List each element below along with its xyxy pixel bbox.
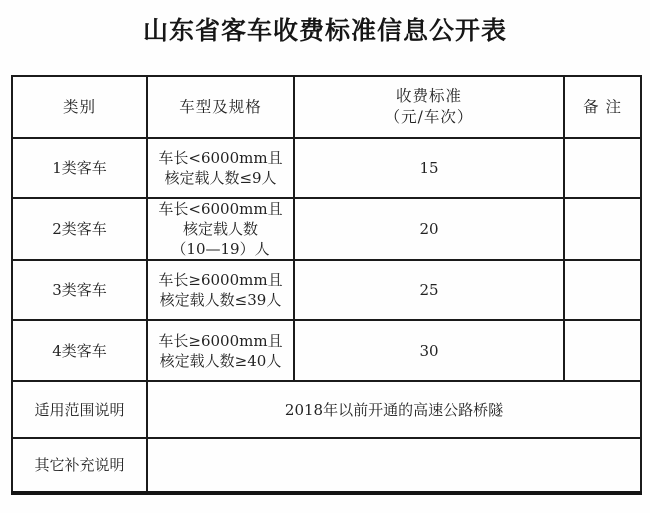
note-value-cell: 2018年以前开通的高速公路桥隧 bbox=[147, 381, 641, 438]
category-cell: 1类客车 bbox=[12, 138, 147, 198]
header-fee-line2: （元/车次） bbox=[384, 108, 474, 126]
spec-line: 核定载人数 bbox=[182, 220, 258, 238]
toll-standard-table bbox=[11, 75, 642, 495]
remark-cell bbox=[564, 198, 641, 260]
category-cell: 3类客车 bbox=[12, 260, 147, 320]
spec-line: 车长<6000mm且 bbox=[158, 200, 283, 218]
header-fee-standard bbox=[294, 76, 564, 138]
spec-line: 车长≥6000mm且 bbox=[158, 271, 283, 289]
remark-cell bbox=[564, 260, 641, 320]
header-fee-line1: 收费标准 bbox=[395, 87, 462, 105]
category-cell: 2类客车 bbox=[12, 198, 147, 260]
spec-cell bbox=[147, 260, 294, 320]
table-row bbox=[12, 260, 641, 320]
table-header-row bbox=[12, 76, 641, 138]
note-row bbox=[12, 438, 641, 493]
note-value-cell bbox=[147, 438, 641, 493]
category-cell: 4类客车 bbox=[12, 320, 147, 381]
spec-cell bbox=[147, 138, 294, 198]
fee-cell: 20 bbox=[294, 198, 564, 260]
fee-cell: 15 bbox=[294, 138, 564, 198]
spec-cell bbox=[147, 320, 294, 381]
spec-line: 核定载人数≥40人 bbox=[159, 351, 282, 370]
spec-line: 核定载人数≤39人 bbox=[159, 291, 282, 309]
page-title: 山东省客车收费标准信息公开表 bbox=[142, 16, 507, 45]
fee-cell: 25 bbox=[294, 260, 564, 320]
table-row bbox=[12, 198, 641, 260]
remark-cell bbox=[564, 320, 641, 381]
note-row bbox=[12, 381, 641, 438]
table-row bbox=[12, 320, 641, 381]
note-label-cell: 适用范围说明 bbox=[12, 381, 147, 438]
spec-line: 车长≥6000mm且 bbox=[158, 331, 283, 350]
header-vehicle-type: 车型及规格 bbox=[147, 76, 294, 138]
header-remark: 备 注 bbox=[564, 76, 641, 138]
remark-cell bbox=[564, 138, 641, 198]
table-row bbox=[12, 138, 641, 198]
note-label-cell: 其它补充说明 bbox=[12, 438, 147, 493]
spec-line: 车长<6000mm且 bbox=[158, 149, 283, 167]
spec-cell bbox=[147, 198, 294, 260]
spec-line: （10—19）人 bbox=[171, 240, 270, 258]
fee-cell: 30 bbox=[294, 320, 564, 381]
header-category: 类别 bbox=[12, 76, 147, 138]
spec-line: 核定载人数≤9人 bbox=[164, 169, 277, 187]
